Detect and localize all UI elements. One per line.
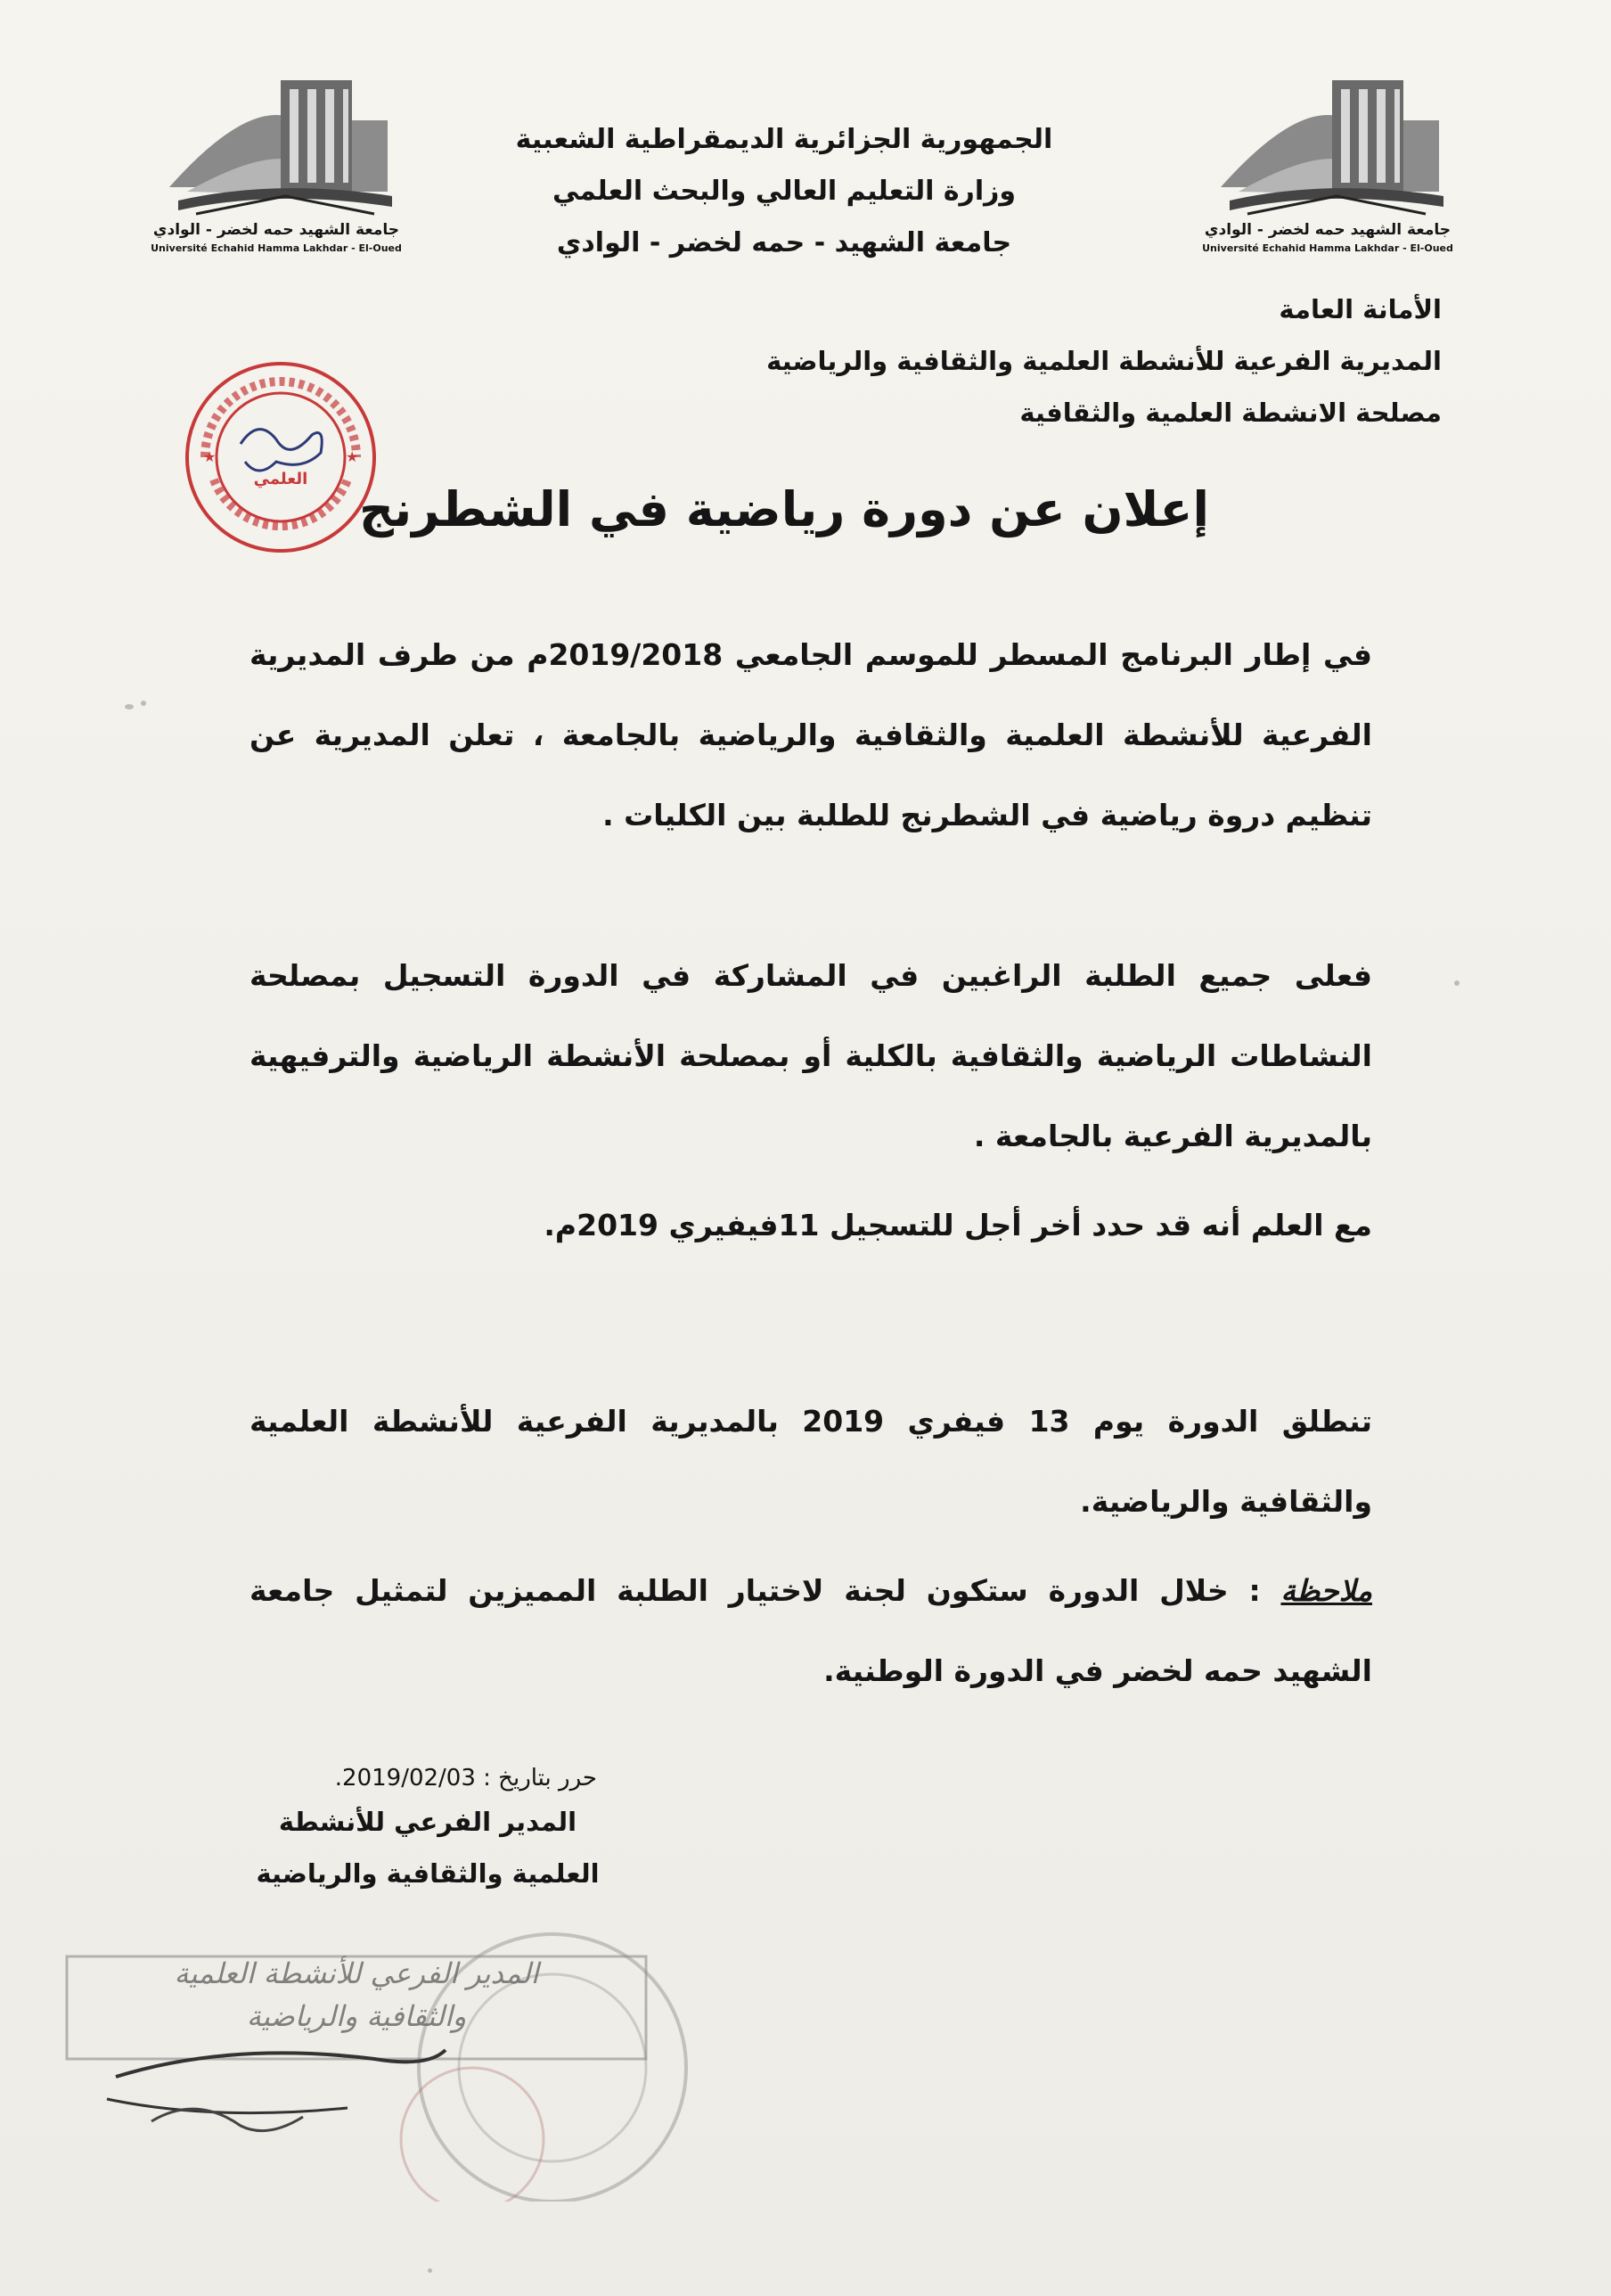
general-secretariat: الأمانة العامة (1279, 294, 1442, 324)
svg-text:★: ★ (203, 448, 217, 465)
scan-speck (428, 2268, 432, 2273)
university-logo-left (134, 53, 419, 258)
official-header (481, 114, 1087, 269)
scan-speck (125, 704, 134, 709)
paragraph-registration: فعلى جميع الطلبة الراغبين في المشاركة في الدورة التسجيل بمصلحة النشاطات الرياضية والثقافية بالكلية أو بمصلحة الأنشطة الرياضية والترفيهية بالمديرية الفرعية بالجامعة . (249, 958, 1372, 1153)
svg-text:★: ★ (346, 448, 359, 465)
note-text: : خلال الدورة ستكون لجنة لاختيار الطلبة المميزين لتمثيل جامعة الشهيد حمه لخضر في الدورة الوطنية. (249, 1573, 1372, 1688)
announcement-title: إعلان عن دورة رياضية في الشطرنج (359, 481, 1209, 537)
signature-block (249, 1760, 606, 1899)
administration-block (640, 283, 1442, 439)
signatory-title-1: المدير الفرعي للأنشطة (278, 1807, 577, 1837)
logo-caption-ar: جامعة الشهيد حمه لخضر - الوادي (1204, 221, 1452, 239)
university-building-icon (134, 53, 419, 223)
signature-stamp-text (107, 1952, 606, 2038)
logo-caption-fr: Université Echahid Hamma Lakhdar - El-Oued (151, 242, 402, 254)
note-label: ملاحظة (1280, 1573, 1372, 1608)
scan-speck (1454, 980, 1460, 986)
paragraph-note (249, 1551, 1372, 1711)
paragraph-intro: في إطار البرنامج المسطر للموسم الجامعي 2019/2018م من طرف المديرية الفرعية للأنشطة العلمية والثقافية والرياضية بالجامعة ، تعلن المديرية عن تنظيم دروة رياضية في الشطرنج للطلبة بين الكليات . (249, 637, 1372, 832)
stamp-line-2: والثقافية والرياضية (246, 1999, 467, 2033)
paragraph-deadline: مع العلم أنه قد حدد أخر أجل للتسجيل 11فيفيري 2019م. (544, 1208, 1372, 1242)
service-name: مصلحة الانشطة العلمية والثقافية (1019, 398, 1442, 428)
republic-line: الجمهورية الجزائرية الديمقراطية الشعبية (515, 124, 1053, 155)
signatory-title-2: العلمية والثقافية والرياضية (256, 1858, 600, 1889)
university-logo-right (1185, 53, 1470, 258)
ministry-line: وزارة التعليم العالي والبحث العلمي (552, 176, 1017, 207)
sub-directorate: المديرية الفرعية للأنشطة العلمية والثقافية والرياضية (766, 346, 1442, 376)
stamp-line-1: المدير الفرعي للأنشطة العلمية (174, 1956, 539, 1990)
logo-caption-ar: جامعة الشهيد حمه لخضر - الوادي (152, 221, 400, 239)
university-line: جامعة الشهيد - حمه لخضر - الوادي (556, 227, 1012, 258)
university-building-icon (1185, 53, 1470, 223)
scan-speck (141, 701, 146, 706)
logo-caption-fr: Université Echahid Hamma Lakhdar - El-Oued (1202, 242, 1453, 254)
issue-date: حرر بتاريخ : 2019/02/03. (334, 1765, 597, 1792)
stamp-center-text: العلمي (253, 470, 308, 488)
paragraph-start-date: تنطلق الدورة يوم 13 فيفري 2019 بالمديرية الفرعية للأنشطة العلمية والثقافية والرياضية. (249, 1404, 1372, 1519)
